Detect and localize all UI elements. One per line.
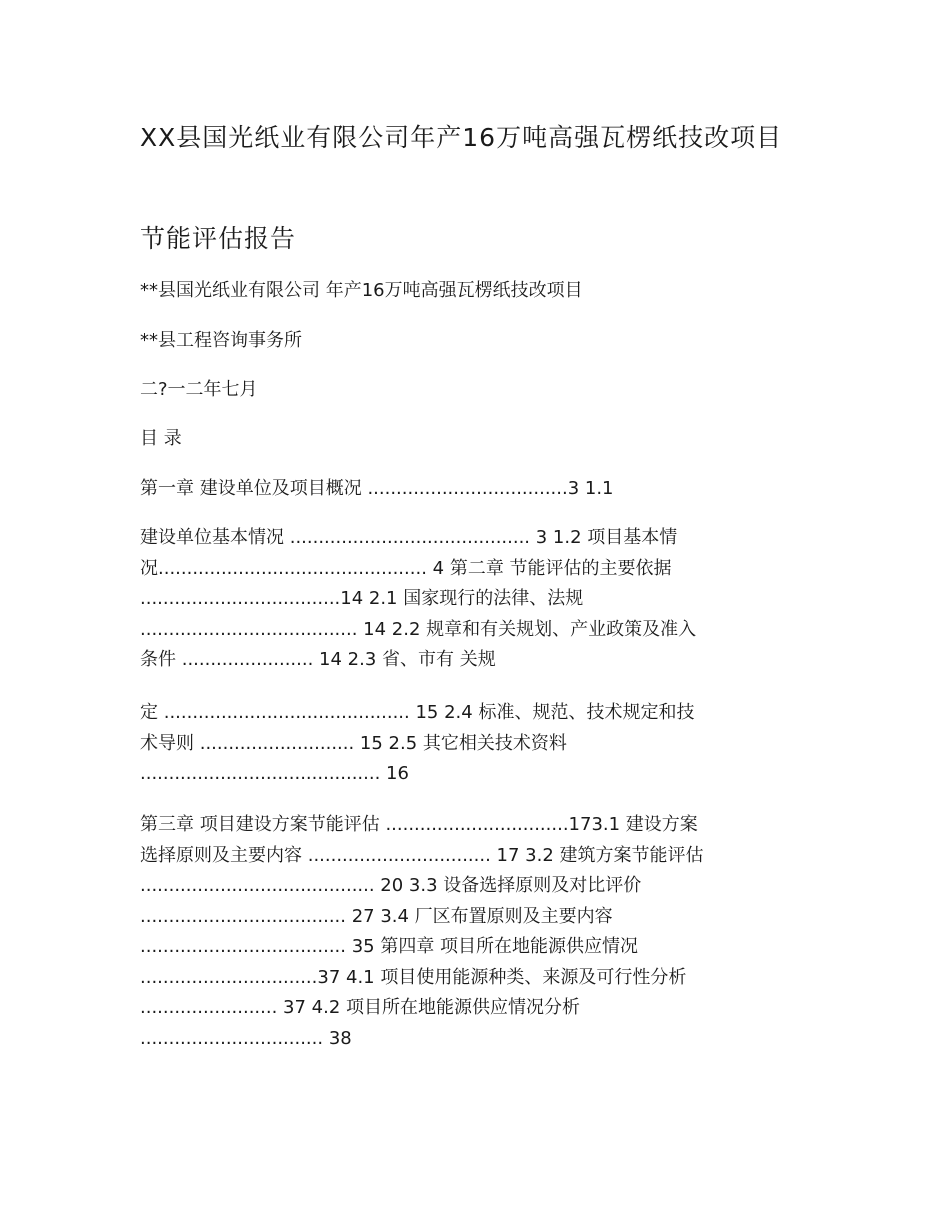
document-subtitle: 节能评估报告 (140, 224, 297, 253)
toc-entry: .................................... 27 3.4 厂区布置原则及主要内容 (140, 905, 613, 927)
toc-block-3 (140, 698, 810, 790)
document-title: XX县国光纸业有限公司年产16万吨高强瓦楞纸技改项目 (140, 123, 783, 152)
toc-entry: 第三章 项目建设方案节能评估 ................................173.1 建设方案 (140, 814, 698, 835)
toc-entry: ...................................14 2.1 国家现行的法律、法规 (140, 588, 584, 609)
toc-entry: 第一章 建设单位及项目概况 ...................................3 1.1 (140, 478, 614, 499)
toc-entry: 定 ........................................... 15 2.4 标准、规范、技术规定和技 (140, 702, 695, 723)
toc-entry: 选择原则及主要内容 ................................ 17 3.2 建筑方案节能评估 (140, 844, 704, 866)
toc-block-1 (140, 474, 810, 505)
toc-entry: 建设单位基本情况 .......................................... 3 1.2 项目基本情 (140, 527, 678, 548)
author-line: **县工程咨询事务所 (140, 330, 302, 351)
toc-entry: 况............................................... 4 第二章 节能评估的主要依据 (140, 557, 672, 579)
toc-entry: 条件 ....................... 14 2.3 省、市有 关规 (140, 649, 496, 670)
toc-entry: ........................ 37 4.2 项目所在地能源供应情况分析 (140, 997, 581, 1018)
toc-entry: 术导则 ........................... 15 2.5 其它相关技术资料 (140, 732, 567, 754)
toc-heading: 目 录 (140, 428, 182, 449)
date-line: 二?一二年七月 (140, 379, 258, 400)
toc-entry: ................................ 38 (140, 1027, 352, 1049)
toc-entry: ...................................... 14 2.2 规章和有关规划、产业政策及准入 (140, 618, 697, 640)
toc-block-4 (140, 810, 810, 1054)
toc-entry: ...............................37 4.1 项目使用能源种类、来源及可行性分析 (140, 966, 687, 988)
toc-block-2 (140, 523, 810, 676)
toc-entry: .................................... 35 第四章 项目所在地能源供应情况 (140, 936, 639, 957)
toc-entry: .......................................... 16 (140, 763, 409, 784)
company-line: **县国光纸业有限公司 年产16万吨高强瓦楞纸技改项目 (140, 280, 583, 301)
toc-entry: ......................................... 20 3.3 设备选择原则及对比评价 (140, 875, 642, 896)
